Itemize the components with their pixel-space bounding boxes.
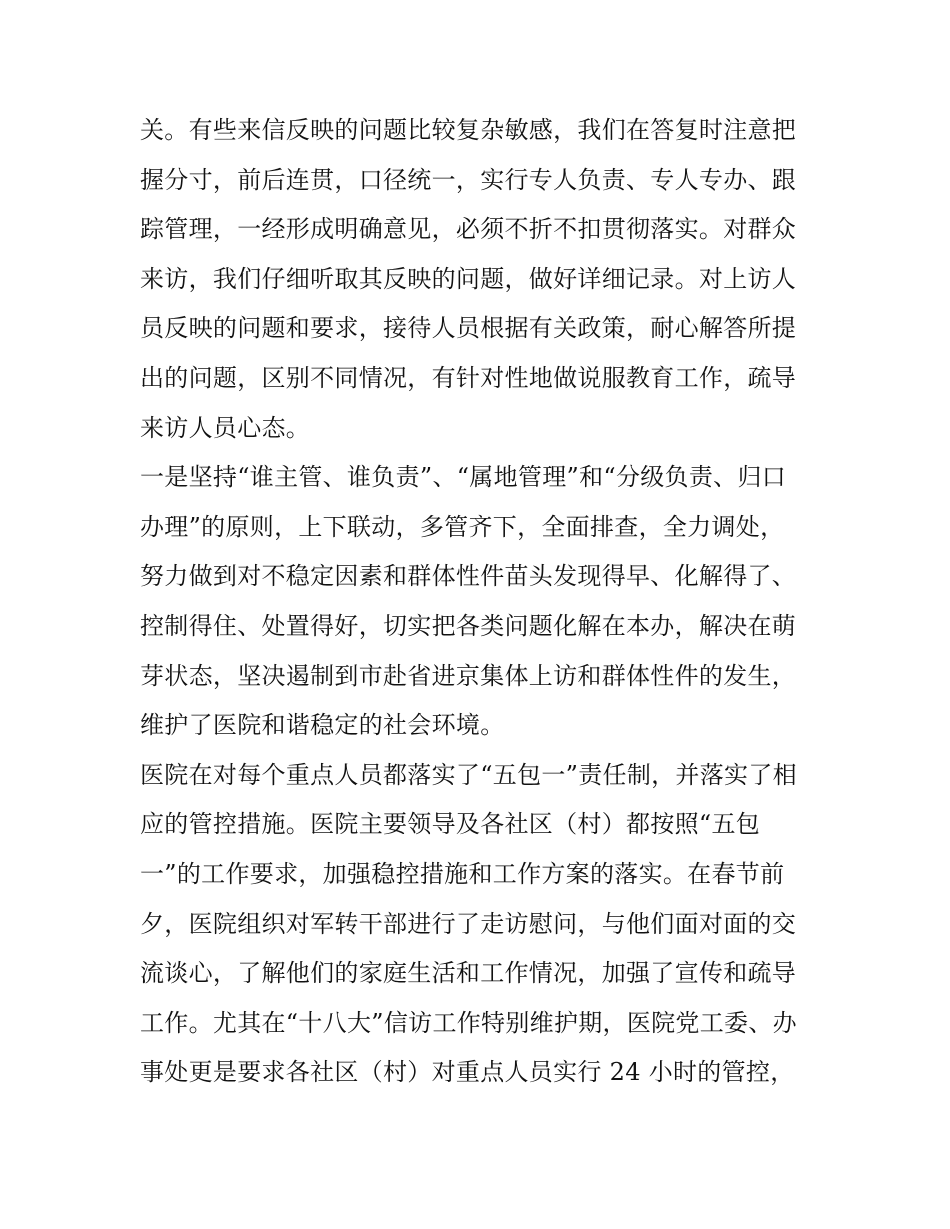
text-line: 出的问题，区别不同情况，有针对性地做说服教育工作，疏导 xyxy=(140,363,797,392)
text-line: 努力做到对不稳定因素和群体性件苗头发现得早、化解得了、 xyxy=(140,562,797,591)
text-line: 一”的工作要求，加强稳控措施和工作方案的落实。在春节前 xyxy=(140,859,785,888)
text-line: 来访，我们仔细听取其反映的问题，做好详细记录。对上访人 xyxy=(140,264,797,293)
text-line: 握分寸，前后连贯，口径统一，实行专人负责、专人专办、跟 xyxy=(140,165,797,194)
paragraph-principles xyxy=(140,453,820,751)
text-line: 芽状态，坚决遏制到市赴省进京集体上访和群体性件的发生， xyxy=(140,661,797,690)
text-line: 事处更是要求各社区（村）对重点人员实行 24 小时的管控， xyxy=(140,1058,795,1087)
text-line: 员反映的问题和要求，接待人员根据有关政策，耐心解答所提 xyxy=(140,314,797,343)
paragraph-letters-visits xyxy=(140,106,820,453)
text-line: 踪管理，一经形成明确意见，必须不折不扣贯彻落实。对群众 xyxy=(140,215,797,244)
text-line: 夕，医院组织对军转干部进行了走访慰问，与他们面对面的交 xyxy=(140,909,797,938)
document-body xyxy=(140,106,820,1098)
paragraph-key-personnel xyxy=(140,751,820,1098)
text-line: 来访人员心态。 xyxy=(140,413,311,442)
text-line: 医院在对每个重点人员都落实了“五包一”责任制，并落实了相 xyxy=(140,760,797,789)
text-line: 办理”的原则，上下联动，多管齐下，全面排查，全力调处， xyxy=(140,512,785,541)
text-line: 关。有些来信反映的问题比较复杂敏感，我们在答复时注意把 xyxy=(140,116,797,144)
text-line: 维护了医院和谐稳定的社会环境。 xyxy=(140,711,505,740)
text-line: 控制得住、处置得好，切实把各类问题化解在本办，解决在萌 xyxy=(140,611,797,640)
text-line: 一是坚持“谁主管、谁负责”、“属地管理”和“分级负责、归口 xyxy=(140,463,787,492)
text-line: 流谈心，了解他们的家庭生活和工作情况，加强了宣传和疏导 xyxy=(140,959,797,988)
text-line: 应的管控措施。医院主要领导及各社区（村）都按照“五包 xyxy=(140,810,761,839)
text-line: 工作。尤其在“十八大”信访工作特别维护期，医院党工委、办 xyxy=(140,1008,797,1037)
